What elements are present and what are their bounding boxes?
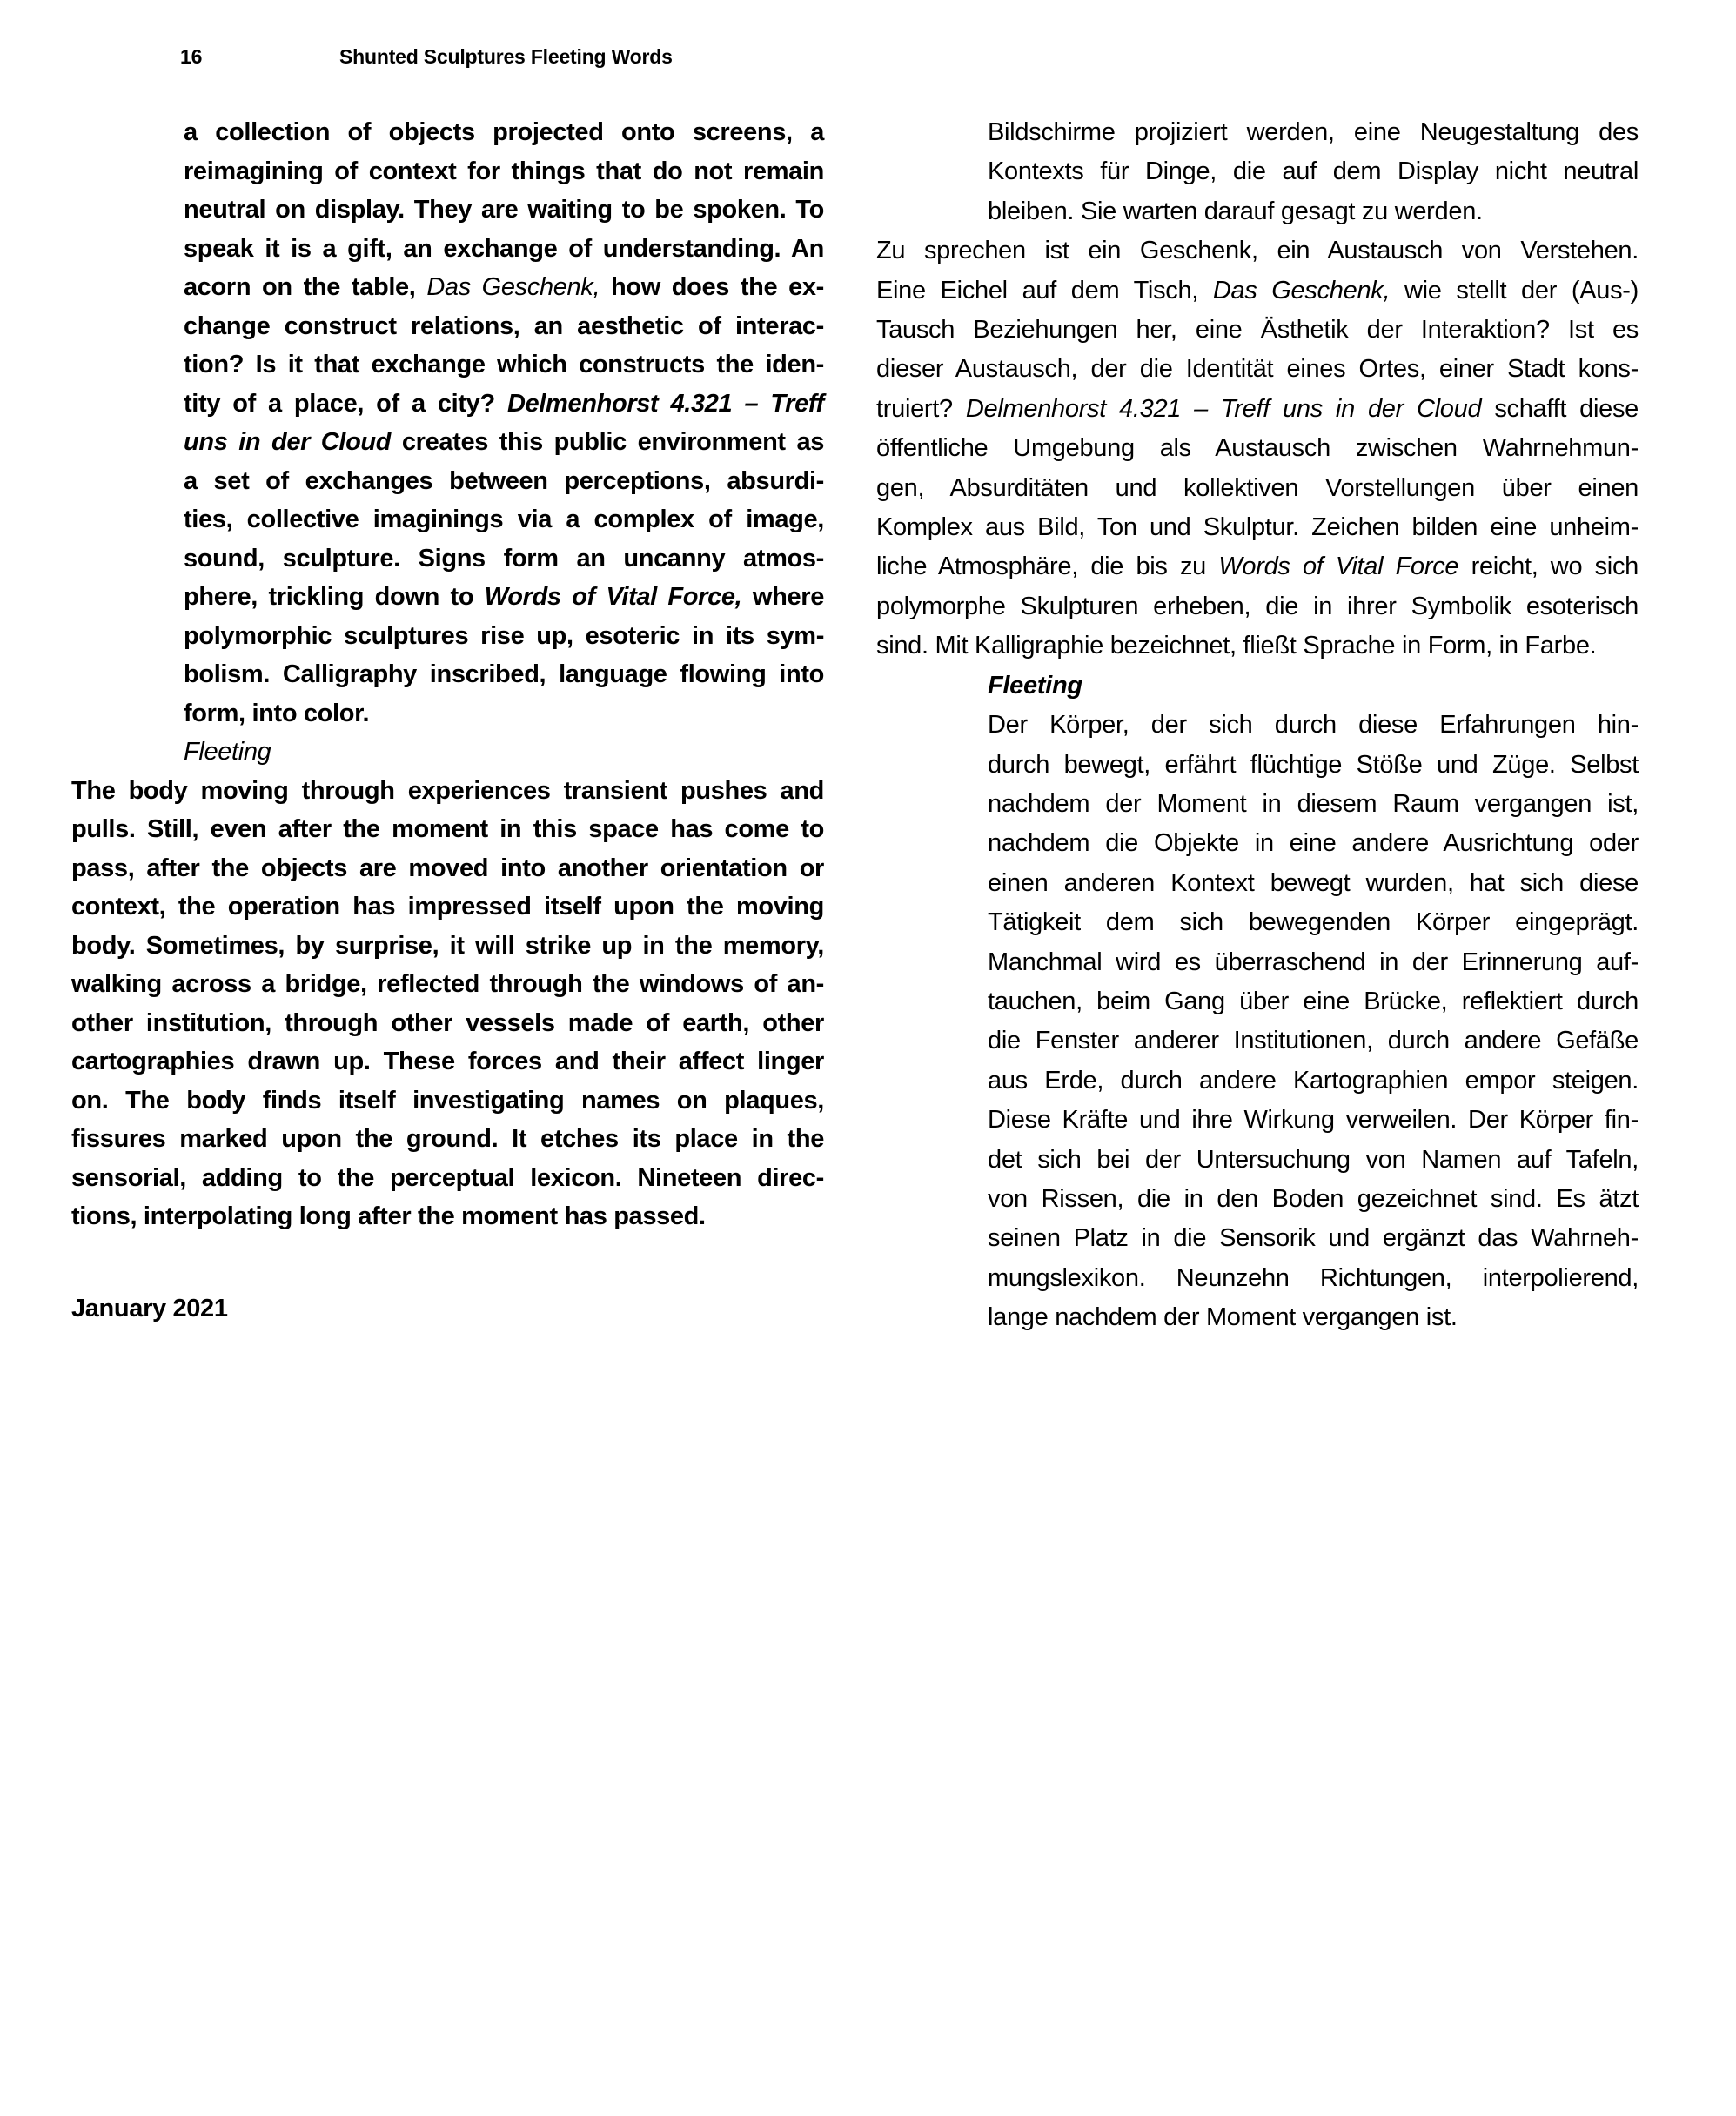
text-line — [988, 113, 1639, 152]
text-line — [184, 617, 824, 656]
text-segment: uns in der Cloud — [184, 428, 392, 456]
text-line — [876, 311, 1639, 350]
text-segment: context, the operation has impressed itself upon the moving — [71, 893, 824, 921]
text-segment: where — [741, 583, 824, 611]
text-line — [988, 1021, 1639, 1061]
text-segment: a collection of objects projected onto screens, a — [184, 118, 824, 146]
text-segment: Delmenhorst 4.321 – Treff uns in der Cloud — [965, 394, 1482, 423]
german-text-blocks — [876, 113, 1639, 1338]
text-line — [184, 268, 824, 307]
text-line — [184, 113, 824, 152]
text-segment: Manchmal wird es überraschend in der Erinnerung auf- — [988, 948, 1639, 976]
text-line — [988, 824, 1639, 863]
text-segment: von Rissen, die in den Boden gezeichnet sind. Es ätzt — [988, 1184, 1639, 1213]
english-text-blocks — [71, 113, 824, 1236]
text-line — [184, 462, 824, 501]
text-line — [876, 231, 1639, 271]
text-segment: fissures marked upon the ground. It etches its place in the — [71, 1125, 824, 1153]
running-title: Shunted Sculptures Fleeting Words — [339, 45, 673, 68]
text-line — [71, 810, 824, 849]
text-line — [71, 1081, 824, 1121]
text-line — [876, 626, 1639, 666]
text-segment: durch bewegt, erfährt flüchtige Stöße und Züge. Selbst — [988, 750, 1639, 779]
text-segment: wie stellt der (Aus-) — [1390, 276, 1639, 305]
text-segment: nachdem der Moment in diesem Raum vergangen ist, — [988, 789, 1639, 818]
text-line — [184, 230, 824, 269]
text-segment: pass, after the objects are moved into another orientation or — [71, 854, 824, 882]
text-segment: reimagining of context for things that do not remain — [184, 157, 824, 185]
text-segment: other institution, through other vessels made of earth, other — [71, 1008, 824, 1037]
text-line — [988, 152, 1639, 191]
german-paragraph-main — [876, 231, 1639, 666]
text-line — [988, 982, 1639, 1021]
text-line — [71, 1159, 824, 1198]
text-segment: Bildschirme projiziert werden, eine Neugestaltung des — [988, 118, 1639, 146]
text-segment: tity of a place, of a city? — [184, 389, 507, 418]
text-segment: lange nachdem der Moment vergangen ist. — [988, 1303, 1458, 1332]
german-paragraph-intro — [988, 113, 1639, 231]
text-line — [71, 1042, 824, 1081]
text-segment: truiert? — [876, 394, 966, 423]
text-line — [876, 469, 1639, 508]
text-segment: öffentliche Umgebung als Austausch zwischen Wahrnehmun- — [876, 434, 1639, 463]
text-segment: phere, trickling down to — [184, 583, 485, 611]
text-line — [988, 1141, 1639, 1180]
german-paragraph-body — [988, 706, 1639, 1338]
text-line — [876, 508, 1639, 547]
text-segment: nachdem die Objekte in eine andere Ausrichtung oder — [988, 829, 1639, 858]
text-segment: a set of exchanges between perceptions, absurdi- — [184, 466, 824, 495]
text-line — [184, 423, 824, 462]
text-line — [71, 965, 824, 1004]
text-line — [876, 350, 1639, 389]
text-segment: on. The body finds itself investigating names on plaques, — [71, 1086, 824, 1115]
text-segment: Zu sprechen ist ein Geschenk, ein Austausch von Verstehen. — [876, 237, 1639, 265]
text-segment: gen, Absurditäten und kollektiven Vorstellungen über einen — [876, 473, 1639, 502]
text-line — [988, 746, 1639, 785]
text-segment: tauchen, beim Gang über eine Brücke, reflektiert durch — [988, 987, 1639, 1015]
text-segment: bolism. Calligraphy inscribed, language flowing into — [184, 660, 824, 688]
text-segment: seinen Platz in die Sensorik und ergänzt das Wahrneh- — [988, 1224, 1639, 1253]
text-segment: tions, interpolating long after the moment has passed. — [71, 1202, 706, 1230]
text-segment: cartographies drawn up. These forces and their affect linger — [71, 1048, 824, 1075]
text-line — [988, 1219, 1639, 1258]
german-fleeting-label — [988, 666, 1639, 706]
text-segment: Delmenhorst 4.321 – Treff — [506, 389, 824, 418]
text-line — [184, 539, 824, 579]
text-segment: Tausch Beziehungen her, eine Ästhetik der Interaktion? Ist es — [876, 316, 1639, 345]
text-segment: ties, collective imaginings via a complex of image, — [184, 506, 824, 533]
text-line — [184, 655, 824, 694]
text-line — [71, 1197, 824, 1236]
text-line — [184, 500, 824, 539]
text-line — [71, 927, 824, 966]
date-line: January 2021 — [71, 1294, 228, 1322]
text-segment: body. Sometimes, by surprise, it will strike up in the memory, — [71, 931, 824, 960]
text-segment: polymorphe Skulpturen erheben, die in ihrer Symbolik esoterisch — [876, 592, 1639, 620]
text-segment: aus Erde, durch andere Kartographien empor steigen. — [988, 1066, 1639, 1095]
text-line — [876, 587, 1639, 626]
text-segment: die Fenster anderer Institutionen, durch andere Gefäße — [988, 1027, 1639, 1055]
text-line — [876, 390, 1639, 429]
page-number: 16 — [180, 45, 203, 68]
text-segment: Diese Kräfte und ihre Wirkung verweilen. Der Körper fin- — [988, 1106, 1639, 1135]
text-line — [71, 849, 824, 888]
text-segment: change construct relations, an aesthetic of interac- — [184, 311, 824, 340]
text-line — [184, 307, 824, 346]
text-line — [988, 666, 1639, 706]
text-line — [184, 191, 824, 230]
text-line — [184, 345, 824, 385]
text-segment: Fleeting — [988, 671, 1082, 700]
text-segment: mungslexikon. Neunzehn Richtungen, interpolierend, — [988, 1263, 1639, 1292]
text-segment: einen anderen Kontext bewegt wurden, hat sich diese — [988, 868, 1639, 897]
text-line — [71, 1004, 824, 1043]
text-line — [876, 429, 1639, 468]
text-line — [988, 1061, 1639, 1101]
text-segment: Kontexts für Dinge, die auf dem Display nicht neutral — [988, 157, 1639, 186]
text-segment: tion? Is it that exchange which constructs the iden- — [184, 351, 824, 378]
english-column — [71, 113, 824, 1328]
text-line — [184, 152, 824, 191]
text-segment: how does the ex- — [600, 273, 824, 301]
text-line — [988, 785, 1639, 824]
text-segment: Der Körper, der sich durch diese Erfahrungen hin- — [988, 711, 1639, 740]
text-segment: bleiben. Sie warten darauf gesagt zu werden. — [988, 197, 1483, 225]
english-paragraph-intro — [184, 113, 824, 772]
german-column — [876, 113, 1639, 1338]
text-line — [988, 1259, 1639, 1298]
text-segment: Eine Eichel auf dem Tisch, — [876, 276, 1213, 305]
text-segment: sind. Mit Kalligraphie bezeichnet, fließt Sprache in Form, in Farbe. — [876, 632, 1597, 660]
text-line — [71, 887, 824, 927]
text-line — [876, 271, 1639, 311]
text-line — [184, 578, 824, 617]
text-segment: dieser Austausch, der die Identität eines Ortes, einer Stadt kons- — [876, 355, 1639, 384]
text-segment: Das Geschenk, — [1212, 276, 1391, 305]
text-line — [988, 1101, 1639, 1140]
text-line — [71, 772, 824, 811]
text-segment: reicht, wo sich — [1458, 552, 1639, 581]
text-line — [71, 1120, 824, 1159]
text-segment: Komplex aus Bild, Ton und Skulptur. Zeichen bilden eine unheim- — [876, 513, 1639, 542]
text-line — [988, 1180, 1639, 1219]
text-segment: Words of Vital Force — [1218, 552, 1459, 581]
text-segment: speak it is a gift, an exchange of understanding. An — [184, 234, 824, 263]
text-segment: form, into color. — [184, 699, 370, 727]
text-segment: polymorphic sculptures rise up, esoteric in its sym- — [184, 621, 824, 650]
text-line — [988, 903, 1639, 942]
text-segment: Words of Vital Force, — [484, 583, 742, 611]
text-line — [184, 733, 824, 772]
text-line — [988, 1298, 1639, 1337]
text-segment: sensorial, adding to the perceptual lexicon. Nineteen direc- — [71, 1163, 824, 1192]
text-segment: liche Atmosphäre, die bis zu — [876, 552, 1219, 581]
text-segment: Fleeting — [184, 738, 271, 766]
text-line — [184, 694, 824, 733]
english-paragraph-body — [71, 772, 824, 1236]
text-segment: Das Geschenk, — [426, 273, 600, 301]
text-segment: creates this public environment as — [391, 428, 825, 456]
text-segment: sound, sculpture. Signs form an uncanny atmos- — [184, 544, 824, 573]
text-line — [184, 385, 824, 424]
text-line — [988, 943, 1639, 982]
text-segment: det sich bei der Untersuchung von Namen auf Tafeln, — [988, 1145, 1639, 1174]
text-segment: acorn on the table, — [184, 273, 427, 301]
text-line — [876, 547, 1639, 586]
text-segment: Tätigkeit dem sich bewegenden Körper eingeprägt. — [988, 908, 1639, 937]
text-segment: pulls. Still, even after the moment in this space has come to — [71, 815, 824, 843]
text-segment: neutral on display. They are waiting to be spoken. To — [184, 196, 824, 224]
text-segment: walking across a bridge, reflected through the windows of an- — [71, 970, 824, 998]
text-line — [988, 864, 1639, 903]
text-segment: schafft diese — [1481, 394, 1639, 423]
text-line — [988, 192, 1639, 231]
text-segment: The body moving through experiences transient pushes and — [71, 776, 824, 805]
text-line — [988, 706, 1639, 745]
